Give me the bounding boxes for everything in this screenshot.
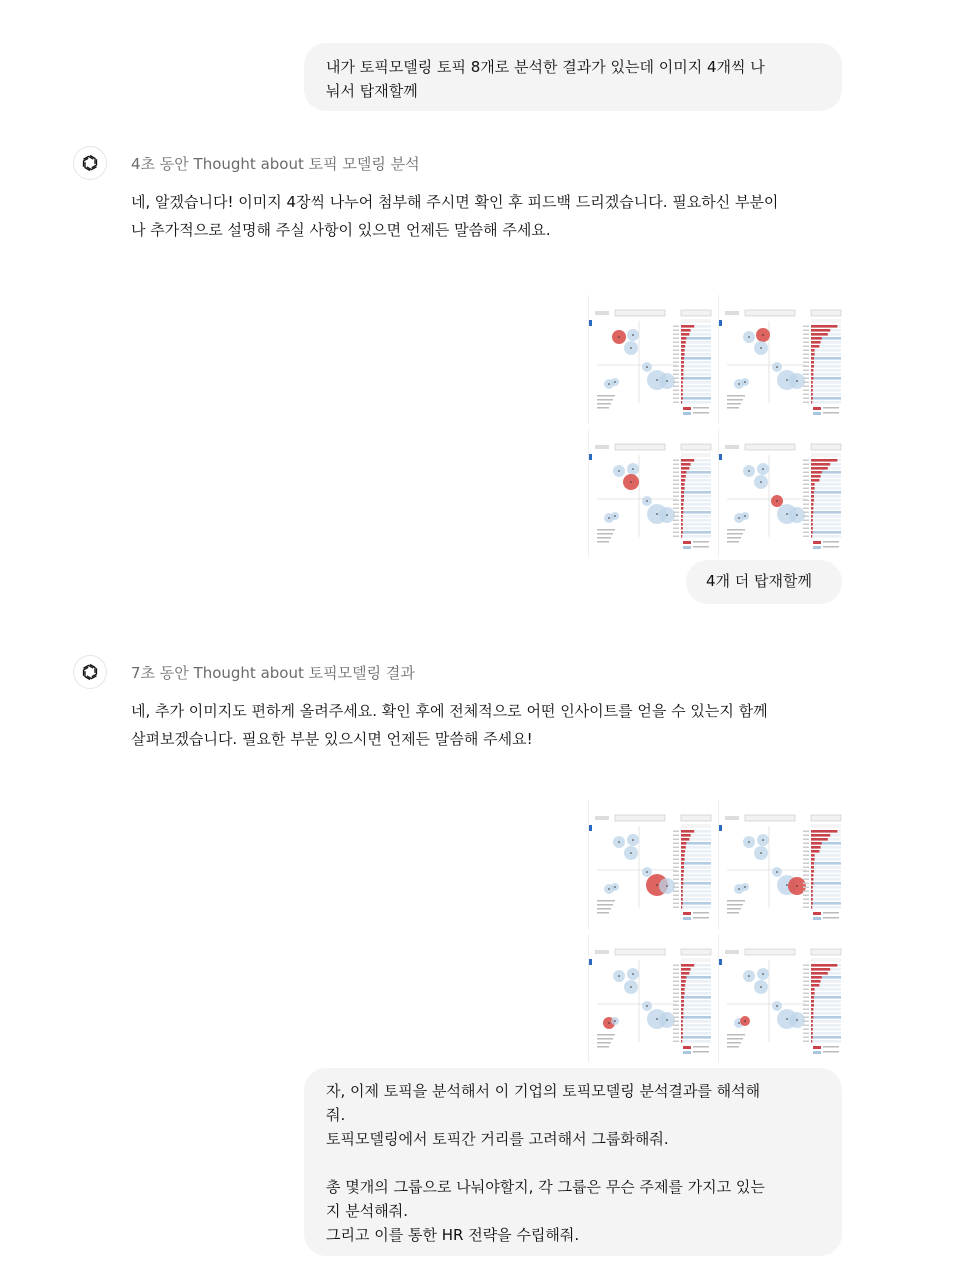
message-line: 내가 토픽모델링 토픽 8개로 분석한 결과가 있는데 이미지 4개씩 나 — [326, 58, 765, 76]
openai-logo-icon — [73, 655, 107, 689]
ldavis-visualization — [719, 800, 843, 928]
message-line: 4개 더 탑재할께 — [706, 572, 813, 590]
openai-logo-icon — [73, 146, 107, 180]
ldavis-visualization — [589, 800, 713, 928]
message-line: 자, 이제 토픽을 분석해서 이 기업의 토픽모델링 분석결과를 해석해 — [326, 1082, 761, 1100]
topic-model-image-thumbnail[interactable] — [718, 800, 843, 929]
user-message — [686, 560, 842, 604]
message-line: 네, 알겠습니다! 이미지 4장씩 나누어 첨부해 주시면 확인 후 피드백 드리겠습니다. 필요하신 부분이 — [131, 193, 779, 211]
thought-summary[interactable]: 7초 동안 Thought about 토픽모델링 결과 — [131, 664, 415, 682]
image-attachment-grid — [588, 800, 842, 1062]
message-line: 토픽모델링에서 토픽간 거리를 고려해서 그룹화해줘. — [326, 1130, 669, 1148]
topic-model-image-thumbnail[interactable] — [588, 800, 713, 929]
assistant-message — [131, 188, 846, 244]
ldavis-visualization — [589, 934, 713, 1062]
assistant-message — [131, 697, 846, 753]
topic-model-image-thumbnail[interactable] — [718, 934, 843, 1063]
message-line: 살펴보겠습니다. 필요한 부분 있으시면 언제든 말씀해 주세요! — [131, 730, 533, 748]
blank-line — [326, 1151, 820, 1175]
user-message — [304, 1068, 842, 1256]
user-message — [304, 43, 842, 111]
topic-model-image-thumbnail[interactable] — [718, 429, 843, 558]
message-line: 그리고 이를 통한 HR 전략을 수립해줘. — [326, 1226, 580, 1244]
ldavis-visualization — [719, 429, 843, 557]
ldavis-visualization — [719, 934, 843, 1062]
message-line: 줘. — [326, 1106, 346, 1124]
topic-model-image-thumbnail[interactable] — [718, 295, 843, 424]
message-line: 총 몇개의 그룹으로 나눠야할지, 각 그룹은 무슨 주제를 가지고 있는 — [326, 1178, 765, 1196]
message-line: 나 추가적으로 설명해 주실 사항이 있으면 언제든 말씀해 주세요. — [131, 221, 551, 239]
ldavis-visualization — [589, 429, 713, 557]
image-attachment-grid — [588, 295, 842, 557]
message-line: 눠서 탑재할께 — [326, 82, 418, 100]
thought-summary[interactable]: 4초 동안 Thought about 토픽 모델링 분석 — [131, 155, 420, 173]
topic-model-image-thumbnail[interactable] — [588, 429, 713, 558]
topic-model-image-thumbnail[interactable] — [588, 295, 713, 424]
topic-model-image-thumbnail[interactable] — [588, 934, 713, 1063]
ldavis-visualization — [719, 295, 843, 423]
message-line: 지 분석해줘. — [326, 1202, 408, 1220]
message-line: 네, 추가 이미지도 편하게 올려주세요. 확인 후에 전체적으로 어떤 인사이트를 얻을 수 있는지 함께 — [131, 702, 768, 720]
ldavis-visualization — [589, 295, 713, 423]
